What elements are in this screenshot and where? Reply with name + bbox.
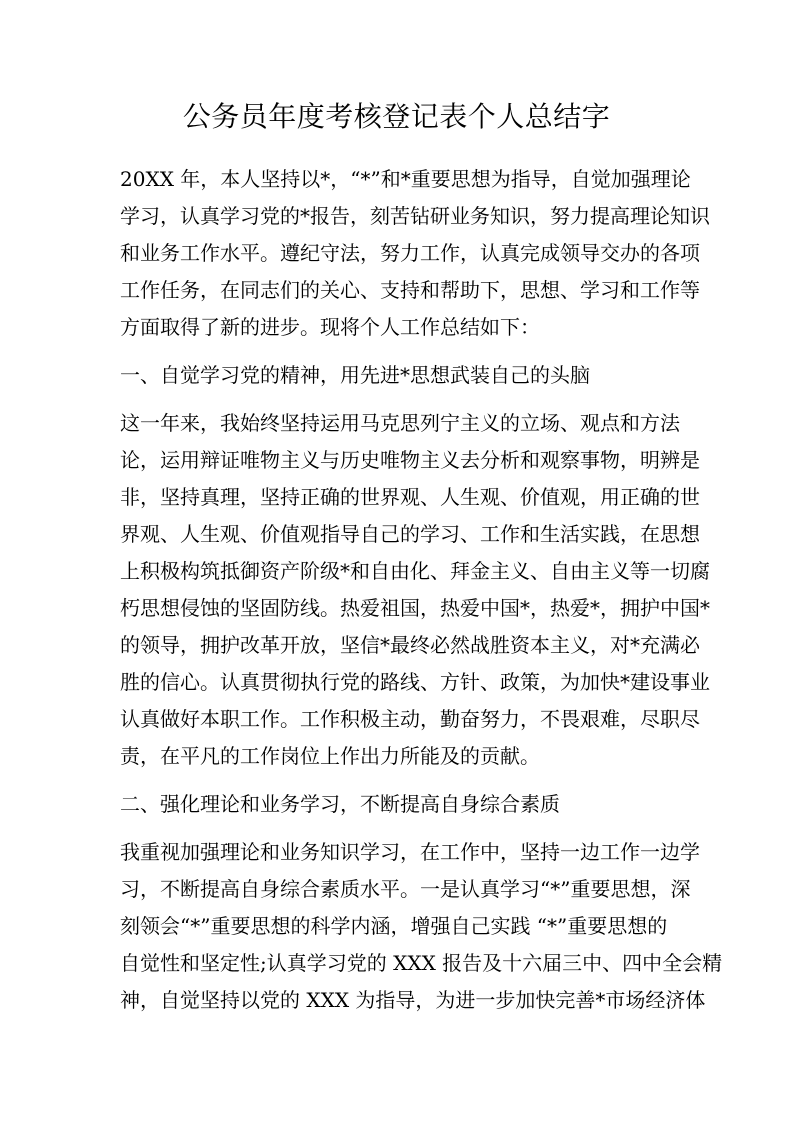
section-heading: 一、自觉学习党的精神，用先进*思想武装自己的头脑 <box>120 363 590 387</box>
text-line: 方面取得了新的进步。现将个人工作总结如下： <box>120 315 540 339</box>
text-line: 这一年来，我始终坚持运用马克思列宁主义的立场、观点和方法 <box>120 411 680 435</box>
document-title: 公务员年度考核登记表个人总结字 <box>182 100 611 133</box>
text-line: 论，运用辩证唯物主义与历史唯物主义去分析和观察事物，明辨是 <box>120 448 700 472</box>
text-line: 和业务工作水平。遵纪守法，努力工作，认真完成领导交办的各项 <box>120 241 700 265</box>
text-line: 胜的信心。认真贯彻执行党的路线、方针、政策，为加快*建设事业 <box>120 670 710 694</box>
text-line: 我重视加强理论和业务知识学习，在工作中，坚持一边工作一边学 <box>120 840 700 864</box>
text-line: 工作任务，在同志们的关心、支持和帮助下，思想、学习和工作等 <box>120 278 700 302</box>
text-line: 刻领会“*”重要思想的科学内涵，增强自己实践 “*”重要思想的 <box>120 914 668 938</box>
text-line: 界观、人生观、价值观指导自己的学习、工作和生活实践，在思想 <box>120 522 700 546</box>
text-line: 非，坚持真理，坚持正确的世界观、人生观、价值观，用正确的世 <box>120 485 700 509</box>
text-line: 神，自觉坚持以党的 XXX 为指导，为进一步加快完善*市场经济体 <box>120 988 706 1012</box>
text-line: 自觉性和坚定性;认真学习党的 XXX 报告及十六届三中、四中全会精 <box>120 951 723 975</box>
text-line: 的领导，拥护改革开放，坚信*最终必然战胜资本主义，对*充满必 <box>120 633 700 657</box>
section-heading: 二、强化理论和业务学习，不断提高自身综合素质 <box>120 792 560 816</box>
text-line: 朽思想侵蚀的坚固防线。热爱祖国，热爱中国*，热爱*，拥护中国* <box>120 596 710 620</box>
text-line: 学习，认真学习党的*报告，刻苦钻研业务知识，努力提高理论知识 <box>120 204 710 228</box>
text-line: 习，不断提高自身综合素质水平。一是认真学习“*”重要思想，深 <box>120 877 691 901</box>
text-line: 认真做好本职工作。工作积极主动，勤奋努力，不畏艰难，尽职尽 <box>120 707 700 731</box>
text-line: 责，在平凡的工作岗位上作出力所能及的贡献。 <box>120 744 540 768</box>
text-line: 20XX 年，本人坚持以*，“*”和*重要思想为指导，自觉加强理论 <box>120 167 691 191</box>
text-line: 上积极构筑抵御资产阶级*和自由化、拜金主义、自由主义等一切腐 <box>120 559 710 583</box>
